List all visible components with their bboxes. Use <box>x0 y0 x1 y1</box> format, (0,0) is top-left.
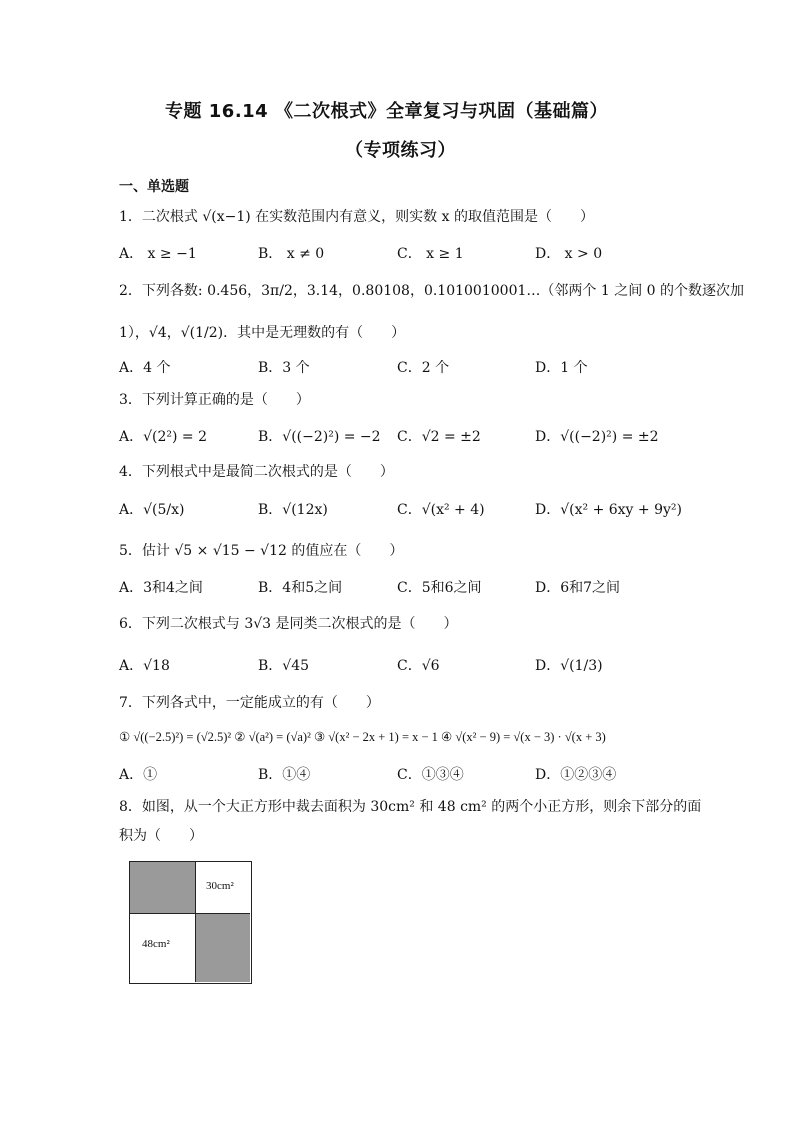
q6-option-a: A．√18 <box>119 658 170 674</box>
q7-option-c: C．①③④ <box>397 767 464 783</box>
square-figure <box>129 861 252 984</box>
label-30cm2: 30cm² <box>206 880 234 892</box>
q6-option-d: D．√(1/3) <box>535 658 603 674</box>
square-30 <box>196 862 250 914</box>
question-2-stem: 2．下列各数: 0.456，3π/2，3.14，0.80108，0.1010010001…（邻两个 1 之间 0 的个数逐次加 <box>119 283 744 299</box>
q2-option-d: D．1 个 <box>535 360 588 376</box>
q4-option-d: D．√(x² + 6xy + 9y²) <box>535 502 682 518</box>
question-8-stem-cont: 积为（ ） <box>119 828 203 844</box>
q1-option-c: C． x ≥ 1 <box>397 246 464 262</box>
shaded-region-bottom <box>196 914 250 982</box>
q3-option-a: A．√(2²) = 2 <box>119 429 208 445</box>
q3-option-c: C．√2 = ±2 <box>397 429 481 445</box>
q2-option-a: A．4 个 <box>119 360 171 376</box>
document-title: 专题 16.14 《二次根式》全章复习与巩固（基础篇） <box>165 101 608 122</box>
document-subtitle: （专项练习） <box>345 140 456 161</box>
q5-option-c: C．5和6之间 <box>397 580 482 596</box>
question-5-stem: 5．估计 √5 × √15 − √12 的值应在（ ） <box>119 543 404 559</box>
q3-option-d: D．√((−2)²) = ±2 <box>535 429 659 445</box>
q4-option-b: B．√(12x) <box>258 502 328 518</box>
section-heading: 一、单选题 <box>119 179 189 195</box>
q1-option-b: B． x ≠ 0 <box>258 246 325 262</box>
q5-option-a: A．3和4之间 <box>119 580 203 596</box>
q3-option-b: B．√((−2)²) = −2 <box>258 429 381 445</box>
shaded-region-top <box>130 862 196 914</box>
question-6-stem: 6．下列二次根式与 3√3 是同类二次根式的是（ ） <box>119 616 458 632</box>
q2-option-c: C．2 个 <box>397 360 450 376</box>
q2-option-b: B．3 个 <box>258 360 310 376</box>
q5-option-d: D．6和7之间 <box>535 580 621 596</box>
q7-option-b: B．①④ <box>258 767 311 783</box>
question-8-stem: 8．如图，从一个大正方形中裁去面积为 30cm² 和 48 cm² 的两个小正方形，则余下部分的面 <box>119 799 702 815</box>
question-1-stem: 1．二次根式 √(x−1) 在实数范围内有意义，则实数 x 的取值范围是（ ） <box>119 209 594 225</box>
square-48 <box>130 914 196 982</box>
question-2-stem-cont: 1），√4，√(1/2)．其中是无理数的有（ ） <box>119 325 406 341</box>
q4-option-c: C．√(x² + 4) <box>397 502 485 518</box>
q1-option-a: A． x ≥ −1 <box>119 246 197 262</box>
question-7-stem: 7．下列各式中，一定能成立的有（ ） <box>119 695 380 711</box>
label-48cm2: 48cm² <box>142 938 170 950</box>
q6-option-c: C．√6 <box>397 658 440 674</box>
q4-option-a: A．√(5/x) <box>119 502 185 518</box>
q7-option-d: D．①②③④ <box>535 767 617 783</box>
q5-option-b: B．4和5之间 <box>258 580 343 596</box>
q6-option-b: B．√45 <box>258 658 310 674</box>
q7-option-a: A．① <box>119 767 158 783</box>
q1-option-d: D． x > 0 <box>535 246 603 262</box>
question-4-stem: 4．下列根式中是最简二次根式的是（ ） <box>119 464 394 480</box>
question-7-formulas: ① √((−2.5)²) = (√2.5)² ② √(a²) = (√a)² ③ √(x² − 2x + 1) = x − 1 ④ √(x² − 9) = √(x − 3) · √(x + 3) <box>119 730 606 744</box>
question-3-stem: 3．下列计算正确的是（ ） <box>119 392 310 408</box>
